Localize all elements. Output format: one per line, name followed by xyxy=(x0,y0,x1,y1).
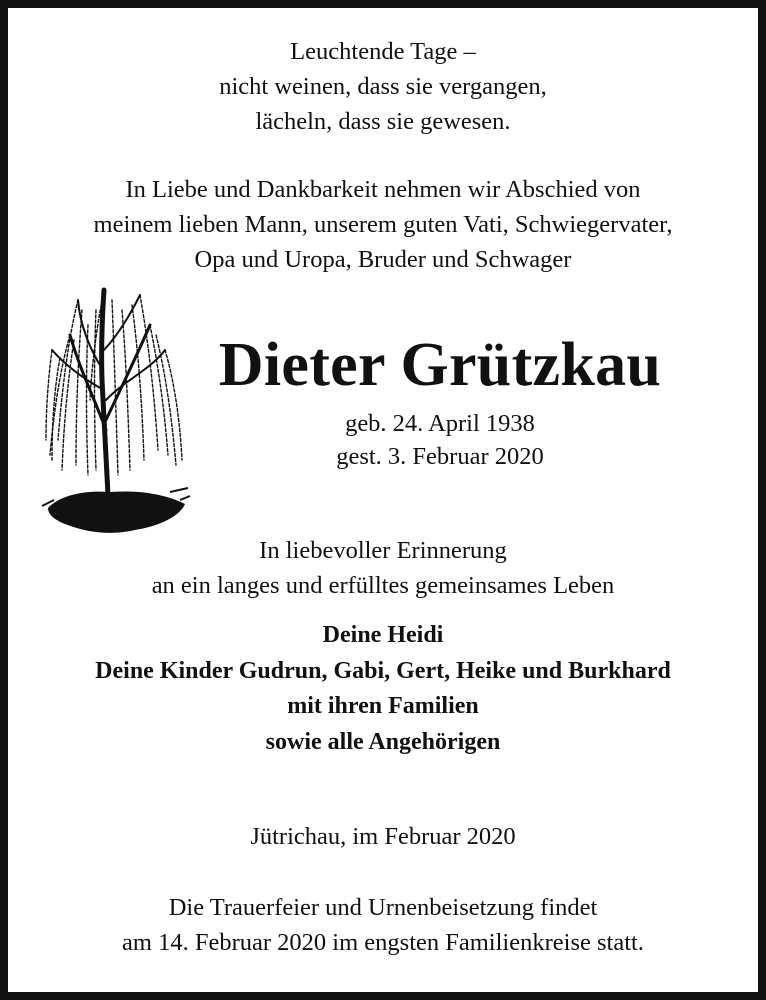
funeral-line-1: Die Trauerfeier und Urnenbeisetzung findet xyxy=(168,894,598,921)
intro-line-2: meinem lieben Mann, unserem guten Vati, Schwiegervater, xyxy=(93,211,673,238)
poem-line-1: Leuchtende Tage – xyxy=(290,38,476,65)
birth-date: geb. 24. April 1938 xyxy=(345,410,535,437)
memory-line-1: In liebevoller Erinnerung xyxy=(259,537,507,564)
mourner-children: Deine Kinder Gudrun, Gabi, Gert, Heike und Burkhard xyxy=(95,658,671,684)
place-date: Jütrichau, im Februar 2020 xyxy=(250,823,516,850)
poem-line-2: nicht weinen, dass sie vergangen, xyxy=(219,73,547,100)
mourner-relatives: sowie alle Angehörigen xyxy=(265,729,501,755)
intro-line-1: In Liebe und Dankbarkeit nehmen wir Abschied von xyxy=(125,176,641,203)
weeping-willow-icon xyxy=(40,280,192,548)
death-date: gest. 3. Februar 2020 xyxy=(336,443,544,470)
funeral-line-2: am 14. Februar 2020 im engsten Familienkreise statt. xyxy=(122,929,644,956)
mourner-heidi: Deine Heidi xyxy=(322,622,444,648)
memory-line-2: an ein langes und erfülltes gemeinsames Leben xyxy=(151,572,615,599)
intro-line-3: Opa und Uropa, Bruder und Schwager xyxy=(194,246,572,273)
mourner-families: mit ihren Familien xyxy=(287,693,479,719)
deceased-name: Dieter Grützkau xyxy=(218,331,662,399)
poem-line-3: lächeln, dass sie gewesen. xyxy=(255,108,511,135)
